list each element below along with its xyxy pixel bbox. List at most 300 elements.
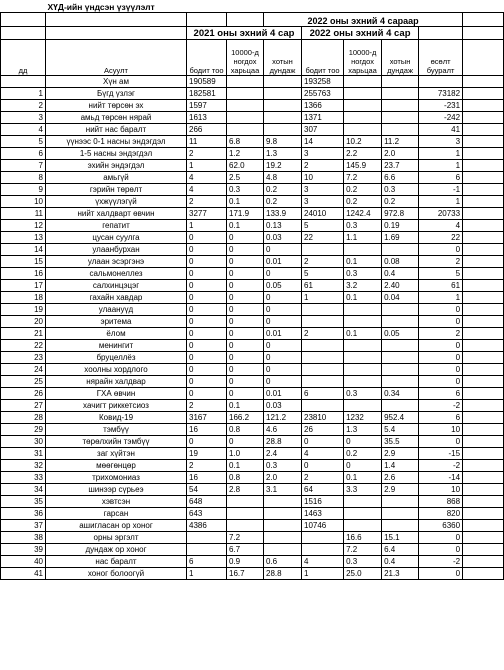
cell-city-avg-2022[interactable] — [382, 99, 419, 111]
cell-city-avg-2021[interactable]: 0 — [264, 363, 302, 375]
cell-per10000-2021[interactable]: 62.0 — [227, 159, 264, 171]
cell-question[interactable]: төрөлхийн тэмбүү — [46, 435, 187, 447]
cell-row-number[interactable]: 20 — [1, 315, 46, 327]
cell-row-number[interactable]: 9 — [1, 183, 46, 195]
cell-actual-2021[interactable]: 0 — [187, 387, 227, 399]
cell-city-avg-2021[interactable]: 19.2 — [264, 159, 302, 171]
cell-city-avg-2022[interactable]: 5.4 — [382, 423, 419, 435]
cell-city-avg-2022[interactable] — [382, 111, 419, 123]
cell-city-avg-2021[interactable]: 4.8 — [264, 171, 302, 183]
cell-actual-2022[interactable]: 61 — [302, 279, 344, 291]
cell-question[interactable]: улаанбурхан — [46, 243, 187, 255]
cell-actual-2021[interactable]: 0 — [187, 363, 227, 375]
cell-blank[interactable] — [463, 315, 504, 327]
cell-actual-2021[interactable] — [187, 543, 227, 555]
cell-row-number[interactable]: 30 — [1, 435, 46, 447]
cell-per10000-2022[interactable] — [344, 399, 382, 411]
cell-city-avg-2021[interactable] — [264, 75, 302, 87]
cell-question[interactable]: трихомониаз — [46, 471, 187, 483]
cell-growth[interactable]: -1 — [419, 183, 463, 195]
cell-per10000-2021[interactable] — [227, 87, 264, 99]
cell-city-avg-2021[interactable] — [264, 531, 302, 543]
cell-actual-2021[interactable]: 266 — [187, 123, 227, 135]
cell-blank[interactable] — [463, 291, 504, 303]
cell-per10000-2021[interactable]: 2.5 — [227, 171, 264, 183]
cell-city-avg-2021[interactable]: 0 — [264, 267, 302, 279]
cell-per10000-2021[interactable]: 0.8 — [227, 471, 264, 483]
cell-question[interactable]: дундаж ор хоног — [46, 543, 187, 555]
cell-row-number[interactable]: 6 — [1, 147, 46, 159]
cell-city-avg-2021[interactable]: 2.0 — [264, 471, 302, 483]
cell-growth[interactable]: -14 — [419, 471, 463, 483]
cell-question[interactable]: үхжүүлэгүй — [46, 195, 187, 207]
cell-actual-2022[interactable]: 307 — [302, 123, 344, 135]
cell-per10000-2021[interactable]: 166.2 — [227, 411, 264, 423]
cell-growth[interactable]: 5 — [419, 267, 463, 279]
cell-growth[interactable]: 0 — [419, 543, 463, 555]
cell-per10000-2022[interactable] — [344, 375, 382, 387]
cell-question[interactable]: бруцеллёз — [46, 351, 187, 363]
cell-blank[interactable] — [463, 447, 504, 459]
cell-blank[interactable] — [463, 471, 504, 483]
cell-city-avg-2021[interactable]: 0.03 — [264, 399, 302, 411]
cell-question[interactable]: гепатит — [46, 219, 187, 231]
cell-question[interactable]: Ковид-19 — [46, 411, 187, 423]
cell-actual-2021[interactable]: 0 — [187, 291, 227, 303]
cell-question[interactable]: улаануүд — [46, 303, 187, 315]
cell-per10000-2022[interactable]: 0.1 — [344, 471, 382, 483]
cell-blank[interactable] — [463, 135, 504, 147]
cell-growth[interactable]: -2 — [419, 555, 463, 567]
cell-question[interactable]: мөөгөнцөр — [46, 459, 187, 471]
cell-growth[interactable]: 0 — [419, 351, 463, 363]
cell-city-avg-2022[interactable] — [382, 351, 419, 363]
cell-per10000-2021[interactable]: 0 — [227, 351, 264, 363]
cell-actual-2021[interactable]: 6 — [187, 555, 227, 567]
cell-actual-2022[interactable]: 2 — [302, 471, 344, 483]
cell-per10000-2021[interactable]: 0 — [227, 387, 264, 399]
column-header-city-avg-2021[interactable]: хотын дундаж — [264, 39, 302, 75]
cell-city-avg-2022[interactable] — [382, 123, 419, 135]
cell-question[interactable]: хэвтсэн — [46, 495, 187, 507]
cell-question[interactable]: гэрийн төрөлт — [46, 183, 187, 195]
cell-row-number[interactable]: 37 — [1, 519, 46, 531]
cell-row-number[interactable]: 26 — [1, 387, 46, 399]
cell-question[interactable]: сальмонеллез — [46, 267, 187, 279]
cell-actual-2022[interactable]: 193258 — [302, 75, 344, 87]
cell-actual-2021[interactable]: 643 — [187, 507, 227, 519]
cell-city-avg-2021[interactable] — [264, 111, 302, 123]
cell-actual-2021[interactable]: 54 — [187, 483, 227, 495]
cell-city-avg-2021[interactable] — [264, 123, 302, 135]
cell-actual-2022[interactable]: 22 — [302, 231, 344, 243]
cell-per10000-2021[interactable]: 0 — [227, 291, 264, 303]
cell-city-avg-2021[interactable] — [264, 543, 302, 555]
cell-city-avg-2022[interactable]: 952.4 — [382, 411, 419, 423]
cell-actual-2021[interactable]: 182581 — [187, 87, 227, 99]
cell-actual-2022[interactable] — [302, 375, 344, 387]
cell-city-avg-2022[interactable] — [382, 315, 419, 327]
cell-growth[interactable]: 6 — [419, 411, 463, 423]
cell-actual-2021[interactable]: 16 — [187, 423, 227, 435]
cell-actual-2021[interactable]: 648 — [187, 495, 227, 507]
cell-per10000-2021[interactable]: 0.1 — [227, 195, 264, 207]
cell-growth[interactable]: 1 — [419, 159, 463, 171]
cell-actual-2022[interactable] — [302, 543, 344, 555]
cell-blank[interactable] — [463, 171, 504, 183]
cell-actual-2022[interactable]: 1 — [302, 291, 344, 303]
cell-actual-2021[interactable]: 4 — [187, 171, 227, 183]
cell-per10000-2022[interactable]: 0.2 — [344, 195, 382, 207]
cell-row-number[interactable]: 18 — [1, 291, 46, 303]
cell-actual-2021[interactable]: 19 — [187, 447, 227, 459]
cell-blank[interactable] — [463, 519, 504, 531]
cell-per10000-2022[interactable] — [344, 495, 382, 507]
cell-city-avg-2022[interactable] — [382, 495, 419, 507]
cell-question[interactable]: нийт нас баралт — [46, 123, 187, 135]
cell-per10000-2021[interactable]: 2.8 — [227, 483, 264, 495]
cell-per10000-2021[interactable]: 0 — [227, 315, 264, 327]
cell-city-avg-2022[interactable] — [382, 399, 419, 411]
cell-per10000-2022[interactable] — [344, 243, 382, 255]
cell-growth[interactable]: 0 — [419, 567, 463, 579]
cell-row-number[interactable]: 39 — [1, 543, 46, 555]
cell-city-avg-2022[interactable] — [382, 243, 419, 255]
cell-row-number[interactable]: 15 — [1, 255, 46, 267]
cell-city-avg-2022[interactable]: 2.6 — [382, 471, 419, 483]
cell-city-avg-2021[interactable]: 0.13 — [264, 219, 302, 231]
cell-row-number[interactable]: 33 — [1, 471, 46, 483]
cell-per10000-2022[interactable]: 1232 — [344, 411, 382, 423]
cell-blank[interactable] — [463, 207, 504, 219]
cell-actual-2021[interactable]: 0 — [187, 255, 227, 267]
cell-per10000-2021[interactable]: 0 — [227, 243, 264, 255]
cell-blank[interactable] — [463, 459, 504, 471]
cell-city-avg-2021[interactable]: 9.8 — [264, 135, 302, 147]
cell-city-avg-2021[interactable]: 0.01 — [264, 327, 302, 339]
cell-row-number[interactable]: 35 — [1, 495, 46, 507]
cell-growth[interactable] — [419, 75, 463, 87]
column-header-city-avg-2022[interactable]: хотын дундаж — [382, 39, 419, 75]
cell-question[interactable]: хоолны хордлого — [46, 363, 187, 375]
cell-actual-2021[interactable]: 190589 — [187, 75, 227, 87]
cell-per10000-2022[interactable] — [344, 87, 382, 99]
cell-per10000-2021[interactable]: 0 — [227, 279, 264, 291]
cell-actual-2022[interactable]: 0 — [302, 459, 344, 471]
cell-city-avg-2021[interactable]: 0.01 — [264, 255, 302, 267]
cell-actual-2022[interactable]: 4 — [302, 555, 344, 567]
cell-actual-2021[interactable]: 0 — [187, 327, 227, 339]
cell-blank[interactable] — [463, 327, 504, 339]
cell-per10000-2021[interactable]: 0 — [227, 327, 264, 339]
cell-row-number[interactable]: 41 — [1, 567, 46, 579]
cell-per10000-2022[interactable] — [344, 123, 382, 135]
cell-city-avg-2022[interactable] — [382, 87, 419, 99]
cell-row-number[interactable]: 21 — [1, 327, 46, 339]
cell-city-avg-2021[interactable]: 0 — [264, 303, 302, 315]
cell-row-number[interactable]: 38 — [1, 531, 46, 543]
cell-per10000-2022[interactable]: 0.1 — [344, 255, 382, 267]
cell-city-avg-2022[interactable]: 0.2 — [382, 195, 419, 207]
cell-actual-2022[interactable] — [302, 399, 344, 411]
cell-growth[interactable]: -231 — [419, 99, 463, 111]
cell-actual-2022[interactable]: 3 — [302, 195, 344, 207]
cell-actual-2022[interactable]: 14 — [302, 135, 344, 147]
cell-city-avg-2022[interactable]: 0.3 — [382, 183, 419, 195]
cell-actual-2021[interactable]: 0 — [187, 279, 227, 291]
sheet-title[interactable]: ХҮД-ийн үндсэн үзүүлэлт — [47, 1, 155, 12]
cell-growth[interactable]: 0 — [419, 375, 463, 387]
cell-question[interactable]: нярайн халдвар — [46, 375, 187, 387]
cell-growth[interactable]: 0 — [419, 531, 463, 543]
cell-city-avg-2021[interactable]: 0.03 — [264, 231, 302, 243]
column-header-actual-2022[interactable]: бодит тоо — [302, 39, 344, 75]
cell-blank[interactable] — [46, 26, 187, 39]
cell-actual-2022[interactable]: 2 — [302, 159, 344, 171]
cell-blank[interactable] — [463, 26, 504, 39]
cell-per10000-2022[interactable] — [344, 111, 382, 123]
cell-city-avg-2022[interactable]: 2.9 — [382, 447, 419, 459]
cell-growth[interactable]: 0 — [419, 243, 463, 255]
cell-city-avg-2021[interactable] — [264, 99, 302, 111]
cell-row-number[interactable]: 2 — [1, 99, 46, 111]
cell-city-avg-2021[interactable]: 0 — [264, 291, 302, 303]
cell-actual-2021[interactable]: 0 — [187, 303, 227, 315]
cell-question[interactable]: амьгүй — [46, 171, 187, 183]
cell-actual-2022[interactable]: 10 — [302, 171, 344, 183]
cell-question[interactable]: ашигласан ор хоног — [46, 519, 187, 531]
cell-city-avg-2021[interactable]: 0 — [264, 315, 302, 327]
cell-city-avg-2021[interactable]: 133.9 — [264, 207, 302, 219]
cell-blank[interactable] — [463, 363, 504, 375]
cell-per10000-2021[interactable] — [227, 75, 264, 87]
cell-blank[interactable] — [463, 195, 504, 207]
column-header-growth[interactable]: өсөлт бууралт — [419, 39, 463, 75]
cell-actual-2022[interactable] — [302, 531, 344, 543]
cell-actual-2021[interactable]: 1 — [187, 159, 227, 171]
cell-city-avg-2022[interactable]: 6.4 — [382, 543, 419, 555]
cell-row-number[interactable]: 14 — [1, 243, 46, 255]
cell-blank[interactable] — [463, 567, 504, 579]
cell-actual-2022[interactable]: 23810 — [302, 411, 344, 423]
cell-city-avg-2022[interactable] — [382, 519, 419, 531]
cell-per10000-2021[interactable]: 0 — [227, 303, 264, 315]
cell-blank[interactable] — [463, 435, 504, 447]
cell-per10000-2022[interactable]: 1.3 — [344, 423, 382, 435]
cell-per10000-2022[interactable]: 2.2 — [344, 147, 382, 159]
cell-question[interactable]: орны эргэлт — [46, 531, 187, 543]
cell-city-avg-2021[interactable]: 0 — [264, 339, 302, 351]
cell-city-avg-2021[interactable]: 0.2 — [264, 195, 302, 207]
cell-row-number[interactable]: 31 — [1, 447, 46, 459]
cell-actual-2021[interactable]: 0 — [187, 435, 227, 447]
cell-growth[interactable]: 10 — [419, 483, 463, 495]
cell-blank[interactable] — [46, 12, 187, 26]
cell-city-avg-2021[interactable]: 4.6 — [264, 423, 302, 435]
cell-row-number[interactable]: 25 — [1, 375, 46, 387]
cell-question[interactable]: салхинцэцэг — [46, 279, 187, 291]
cell-city-avg-2022[interactable]: 0.05 — [382, 327, 419, 339]
cell-per10000-2021[interactable] — [227, 123, 264, 135]
cell-blank[interactable] — [463, 219, 504, 231]
cell-growth[interactable]: 0 — [419, 339, 463, 351]
cell-row-number[interactable]: 4 — [1, 123, 46, 135]
cell-per10000-2021[interactable]: 0.8 — [227, 423, 264, 435]
cell-city-avg-2022[interactable]: 0.19 — [382, 219, 419, 231]
cell-actual-2022[interactable]: 3 — [302, 147, 344, 159]
cell-per10000-2022[interactable]: 0 — [344, 459, 382, 471]
cell-actual-2022[interactable]: 4 — [302, 447, 344, 459]
cell-actual-2022[interactable]: 1 — [302, 567, 344, 579]
cell-per10000-2021[interactable]: 0 — [227, 231, 264, 243]
cell-actual-2022[interactable]: 10746 — [302, 519, 344, 531]
cell-question[interactable]: цусан суулга — [46, 231, 187, 243]
cell-blank[interactable] — [382, 0, 419, 12]
cell-actual-2022[interactable]: 1371 — [302, 111, 344, 123]
column-header-dd[interactable]: дд — [1, 39, 46, 75]
cell-blank[interactable] — [419, 26, 463, 39]
cell-per10000-2021[interactable]: 1.0 — [227, 447, 264, 459]
cell-growth[interactable]: 2 — [419, 327, 463, 339]
cell-row-number[interactable]: 27 — [1, 399, 46, 411]
cell-growth[interactable]: -2 — [419, 459, 463, 471]
cell-per10000-2022[interactable]: 16.6 — [344, 531, 382, 543]
cell-growth[interactable]: -2 — [419, 399, 463, 411]
cell-per10000-2021[interactable]: 0.1 — [227, 219, 264, 231]
cell-actual-2022[interactable]: 24010 — [302, 207, 344, 219]
cell-growth[interactable]: 6360 — [419, 519, 463, 531]
cell-blank[interactable] — [1, 0, 46, 12]
cell-per10000-2021[interactable]: 0 — [227, 267, 264, 279]
cell-city-avg-2022[interactable]: 23.7 — [382, 159, 419, 171]
cell-blank[interactable] — [419, 0, 463, 12]
cell-row-number[interactable]: 28 — [1, 411, 46, 423]
cell-growth[interactable]: 1 — [419, 291, 463, 303]
cell-per10000-2022[interactable] — [344, 315, 382, 327]
cell-actual-2021[interactable]: 3167 — [187, 411, 227, 423]
cell-per10000-2022[interactable] — [344, 99, 382, 111]
cell-question[interactable]: улаан эсэргэнэ — [46, 255, 187, 267]
cell-question[interactable]: тэмбүү — [46, 423, 187, 435]
cell-per10000-2022[interactable]: 145.9 — [344, 159, 382, 171]
cell-actual-2022[interactable]: 255763 — [302, 87, 344, 99]
period-header[interactable]: 2022 оны эхний 4 сараар — [264, 12, 463, 26]
cell-question[interactable]: заг хүйтэн — [46, 447, 187, 459]
cell-row-number[interactable]: 3 — [1, 111, 46, 123]
cell-row-number[interactable]: 13 — [1, 231, 46, 243]
cell-growth[interactable]: 0 — [419, 315, 463, 327]
cell-per10000-2022[interactable]: 0 — [344, 435, 382, 447]
cell-blank[interactable] — [463, 87, 504, 99]
cell-blank[interactable] — [463, 303, 504, 315]
cell-per10000-2021[interactable]: 0.3 — [227, 183, 264, 195]
cell-per10000-2022[interactable]: 0.3 — [344, 555, 382, 567]
cell-city-avg-2022[interactable]: 0.4 — [382, 555, 419, 567]
cell-row-number[interactable]: 12 — [1, 219, 46, 231]
cell-actual-2022[interactable] — [302, 243, 344, 255]
cell-city-avg-2021[interactable]: 2.4 — [264, 447, 302, 459]
cell-growth[interactable]: 6 — [419, 387, 463, 399]
column-header-per10000-2022[interactable]: 10000-д ногдох харьцаа — [344, 39, 382, 75]
cell-actual-2021[interactable]: 1613 — [187, 111, 227, 123]
cell-actual-2022[interactable]: 5 — [302, 267, 344, 279]
cell-actual-2021[interactable]: 4386 — [187, 519, 227, 531]
cell-growth[interactable]: 10 — [419, 423, 463, 435]
cell-question[interactable]: гарсан — [46, 507, 187, 519]
column-header-question[interactable]: Асуулт — [46, 39, 187, 75]
cell-growth[interactable]: 2 — [419, 255, 463, 267]
cell-actual-2022[interactable]: 0 — [302, 435, 344, 447]
cell-per10000-2022[interactable]: 0.3 — [344, 219, 382, 231]
cell-growth[interactable]: 61 — [419, 279, 463, 291]
cell-actual-2022[interactable]: 3 — [302, 183, 344, 195]
cell-per10000-2022[interactable] — [344, 363, 382, 375]
cell-city-avg-2021[interactable] — [264, 519, 302, 531]
cell-row-number[interactable]: 34 — [1, 483, 46, 495]
cell-per10000-2021[interactable] — [227, 507, 264, 519]
cell-blank[interactable] — [344, 0, 382, 12]
cell-per10000-2022[interactable]: 0.3 — [344, 387, 382, 399]
cell-actual-2021[interactable]: 2 — [187, 399, 227, 411]
cell-blank[interactable] — [463, 423, 504, 435]
cell-growth[interactable]: -242 — [419, 111, 463, 123]
cell-per10000-2021[interactable] — [227, 519, 264, 531]
cell-per10000-2021[interactable]: 0 — [227, 363, 264, 375]
cell-actual-2021[interactable]: 3277 — [187, 207, 227, 219]
cell-actual-2022[interactable]: 6 — [302, 387, 344, 399]
cell-row-number[interactable]: 24 — [1, 363, 46, 375]
cell-actual-2021[interactable]: 0 — [187, 339, 227, 351]
cell-row-number[interactable]: 40 — [1, 555, 46, 567]
cell-growth[interactable]: 1 — [419, 147, 463, 159]
cell-blank[interactable] — [463, 375, 504, 387]
cell-growth[interactable]: 20733 — [419, 207, 463, 219]
cell-blank[interactable] — [463, 183, 504, 195]
cell-question[interactable]: хачигт риккетсиоз — [46, 399, 187, 411]
cell-row-number[interactable] — [1, 75, 46, 87]
column-header-per10000-2021[interactable]: 10000-д ногдох харьцаа — [227, 39, 264, 75]
cell-city-avg-2022[interactable] — [382, 339, 419, 351]
cell-city-avg-2022[interactable]: 1.69 — [382, 231, 419, 243]
cell-actual-2022[interactable] — [302, 363, 344, 375]
cell-per10000-2022[interactable]: 3.3 — [344, 483, 382, 495]
cell-actual-2021[interactable]: 0 — [187, 351, 227, 363]
cell-blank[interactable] — [463, 339, 504, 351]
cell-city-avg-2022[interactable]: 972.8 — [382, 207, 419, 219]
cell-city-avg-2021[interactable] — [264, 87, 302, 99]
cell-growth[interactable]: 820 — [419, 507, 463, 519]
cell-actual-2022[interactable]: 5 — [302, 219, 344, 231]
cell-per10000-2022[interactable]: 0.1 — [344, 291, 382, 303]
cell-question[interactable]: гахайн хавдар — [46, 291, 187, 303]
cell-blank[interactable] — [463, 147, 504, 159]
cell-city-avg-2021[interactable]: 0.01 — [264, 387, 302, 399]
cell-per10000-2022[interactable]: 3.2 — [344, 279, 382, 291]
cell-actual-2022[interactable] — [302, 303, 344, 315]
cell-actual-2022[interactable]: 26 — [302, 423, 344, 435]
cell-actual-2022[interactable]: 1516 — [302, 495, 344, 507]
cell-city-avg-2022[interactable]: 6.6 — [382, 171, 419, 183]
cell-row-number[interactable]: 8 — [1, 171, 46, 183]
cell-per10000-2022[interactable]: 0.3 — [344, 267, 382, 279]
cell-city-avg-2022[interactable]: 2.9 — [382, 483, 419, 495]
cell-city-avg-2022[interactable]: 0.08 — [382, 255, 419, 267]
cell-per10000-2022[interactable]: 1.1 — [344, 231, 382, 243]
cell-actual-2022[interactable]: 1366 — [302, 99, 344, 111]
cell-city-avg-2021[interactable]: 0 — [264, 243, 302, 255]
cell-actual-2021[interactable]: 0 — [187, 243, 227, 255]
cell-actual-2021[interactable]: 2 — [187, 459, 227, 471]
